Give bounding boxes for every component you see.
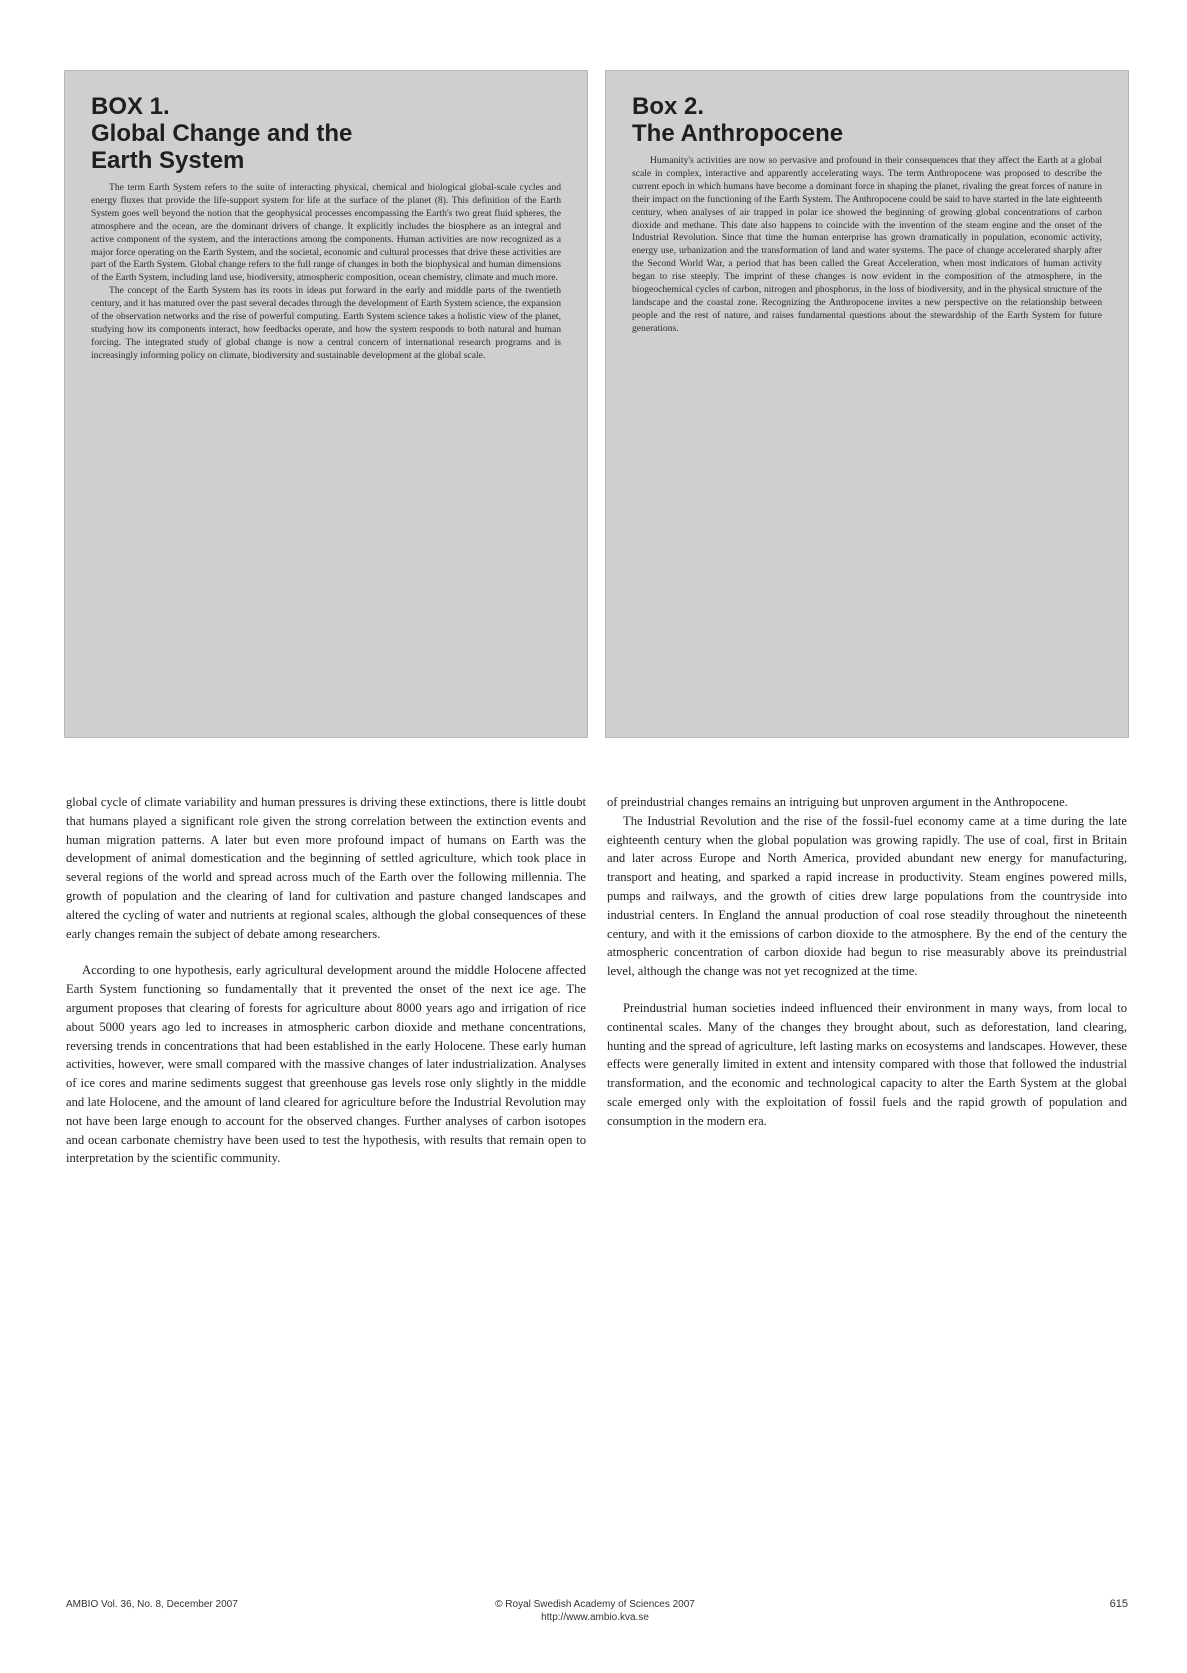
- footer-copyright: [440, 1598, 750, 1624]
- right-column: [607, 793, 1127, 1563]
- page-number: 615: [1109, 1598, 1128, 1610]
- box-1-number: BOX 1.: [91, 93, 170, 120]
- box-2-title: The Anthropocene: [632, 120, 844, 147]
- box-1-title-line-1: Global Change and the: [91, 120, 353, 147]
- box-2: [605, 70, 1129, 738]
- box-1-paragraph: The concept of the Earth System has its roots in ideas put forward in the early and middle parts of the twentieth century, and it has matured over the past several decades through the development of Earth System science, the expansion of the observation networks and the rise of powerful computing. Earth System science takes a holistic view of the planet, studying how its components interact, how feedbacks operate, and how the system responds to both natural and human forcing. The integrated study of global change is now a central concern of international research programs and is increasingly informing policy on climate, biodiversity and sustainable development at the global scale.: [91, 285, 561, 361]
- box-1-paragraph: The term Earth System refers to the suite of interacting physical, chemical and biological global-scale cycles and energy fluxes that provide the life-support system for life at the surface of the planet (8). This definition of the Earth System goes well beyond the notion that the geophysical processes encompassing the Earth's two great fluid spheres, the atmosphere and the ocean, are the dominant drivers of change. It explicitly includes the biosphere as an integral and active component of the system, and the interactions among the components. Human activities are now recognized as a major force operating on the Earth System, and the societal, economic and cultural processes that drive these activities are part of the Earth System. Global change refers to the full range of changes in both the biophysical and human dimensions of the Earth System, including land use, biodiversity, atmospheric composition, ocean chemistry, climate and much more.: [91, 182, 561, 284]
- body-paragraph: The Industrial Revolution and the rise of the fossil-fuel economy came at a time during the late eighteenth century when the global population was growing rapidly. The use of coal, first in Britain and later across Europe and North America, provided abundant new energy for manufacturing, transport and heating, and sparked a rapid increase in productivity. Steam engines powered mills, pumps and railways, and the growth of cities drew large populations from the countryside into industrial centers. In England the annual production of coal rose steadily throughout the nineteenth century, and with it the emissions of carbon dioxide to the atmosphere. By the end of the century the atmospheric concentration of carbon dioxide had begun to rise measurably above its preindustrial level, although the change was not yet recognized at the time.: [607, 813, 1127, 979]
- box-2-number: Box 2.: [632, 93, 705, 120]
- footer-copyright-line: © Royal Swedish Academy of Sciences 2007: [495, 1599, 695, 1610]
- body-paragraph: Preindustrial human societies indeed influenced their environment in many ways, from local to continental scales. Many of the changes they brought about, such as deforestation, land clearing, hunting and the spread of agriculture, left lasting marks on ecosystems and landscapes. However, these effects were generally limited in extent and intensity compared with those that followed the industrial transformation, and the economic and technological capacity to alter the Earth System at the global scale emerged only with the exploitation of fossil fuels and the rapid growth of population and consumption in the modern era.: [607, 1000, 1127, 1128]
- left-column: [66, 793, 586, 1563]
- box-1-title-line-2: Earth System: [91, 147, 245, 174]
- footer-journal-citation: AMBIO Vol. 36, No. 8, December 2007: [66, 1599, 238, 1610]
- box-1-title: [91, 120, 561, 174]
- body-paragraph: of preindustrial changes remains an intriguing but unproven argument in the Anthropocene.: [607, 795, 1068, 809]
- box-2-paragraph: Humanity's activities are now so pervasive and profound in their consequences that they affect the Earth at a global scale in complex, interactive and apparently accelerating ways. The term Anthropocene was proposed to describe the current epoch in which humans have become a dominant force in shaping the planet, rivaling the great forces of nature in their impact on the functioning of the Earth System. The Anthropocene could be said to have started in the late eighteenth century, when analyses of air trapped in polar ice showed the beginning of growing global concentrations of carbon dioxide and methane. This date also happens to coincide with the invention of the steam engine and the onset of the Industrial Revolution. Since that time the human enterprise has grown dramatically in population, economic activity, energy use, urbanization and the transformation of land and water systems. The pace of change accelerated sharply after the Second World War, a period that has been called the Great Acceleration, when most indicators of human activity began to rise steeply. The imprint of these changes is now evident in the composition of the atmosphere, in the biogeochemical cycles of carbon, nitrogen and phosphorus, in the loss of biodiversity, and in the physical structure of the landscape and the coastal zone. Recognizing the Anthropocene invites a new perspective on the relationship between people and the rest of nature, and raises fundamental questions about the stewardship of the Earth System for future generations.: [632, 155, 1102, 334]
- body-paragraph: global cycle of climate variability and human pressures is driving these extinctions, there is little doubt that humans played a significant role given the strong correlation between the extinction events and human migration patterns. A later but even more profound impact of humans on Earth was the development of animal domestication and the beginning of settled agriculture, which took place in several regions of the world and spread across much of the Earth over the following millennia. The growth of population and the clearing of land for cultivation and pasture changed landscapes and altered the cycling of water and nutrients at regional scales, although the global consequences of these early changes remain the subject of debate among researchers.: [66, 795, 586, 941]
- box-1: [64, 70, 588, 738]
- footer-url: http://www.ambio.kva.se: [541, 1612, 649, 1623]
- body-paragraph: According to one hypothesis, early agricultural development around the middle Holocene affected Earth System functioning so fundamentally that it prevented the onset of the next ice age. The argument proposes that clearing of forests for agriculture about 8000 years ago and irrigation of rice about 5000 years ago led to increases in atmospheric carbon dioxide and methane concentrations, reversing trends in concentrations that had been established in the early Holocene. These early human activities, however, were small compared with the massive changes of later industrialization. Analyses of ice cores and marine sediments suggest that greenhouse gas levels rose only slightly in the middle and late Holocene, and the amount of land cleared for agriculture before the Industrial Revolution may not have been large enough to account for the observed changes. Further analyses of carbon isotopes and ocean carbonate chemistry have been used to test the hypothesis, with results that remain open to interpretation by the scientific community.: [66, 963, 586, 1166]
